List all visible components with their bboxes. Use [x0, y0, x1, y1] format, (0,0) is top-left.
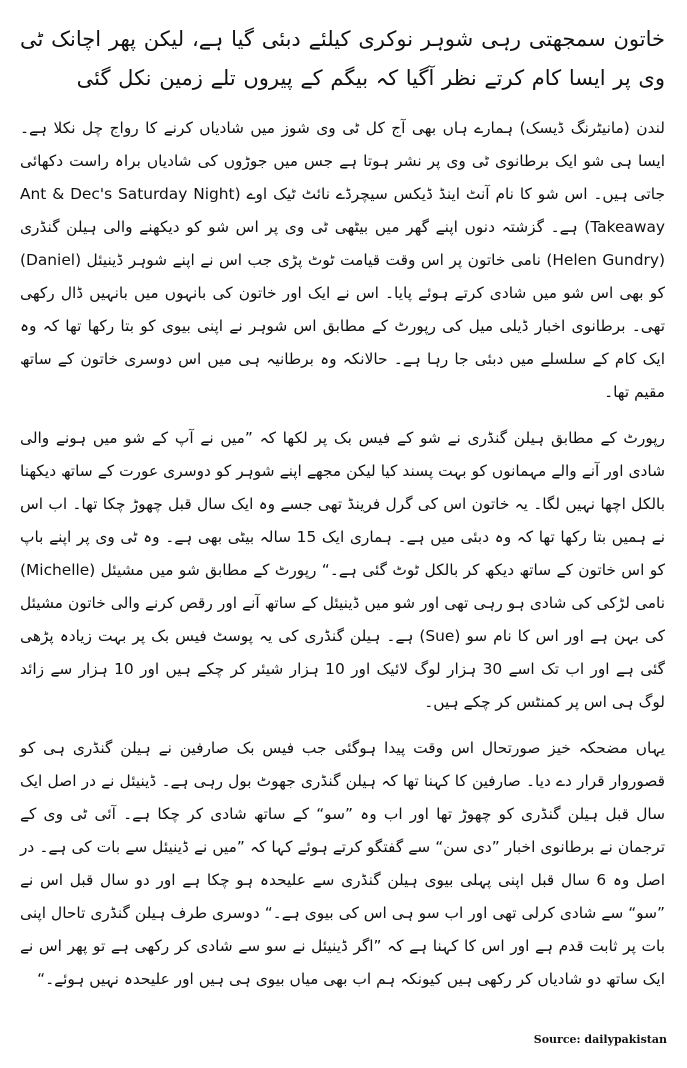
article-headline: خاتون سمجھتی رہی شوہر نوکری کیلئے دبئی گیا ہے، لیکن پھر اچانک ٹی وی پر ایسا کام کرتے نظر آگیا کہ بیگم کے پیروں تلے زمین نکل گئی [20, 27, 665, 90]
article-paragraph-3: یہاں مضحکہ خیز صورتحال اس وقت پیدا ہوگئی جب فیس بک صارفین نے ہیلن گنڈری ہی کو قصوروار قرار دے دیا۔ صارفین کا کہنا تھا کہ ہیلن گنڈری جھوٹ بول رہی ہے۔ ڈینیئل نے در اصل ایک سال قبل ہیلن گنڈری کو چھوڑ تھا اور اب وہ ”سو“ کے ساتھ شادی کر چکا ہے۔ آئی ٹی وی کے ترجمان نے برطانوی اخبار ”دی سن“ سے گفتگو کرتے ہوئے کہا کہ ”میں نے ڈینیئل سے بات کی ہے۔ در اصل وہ 6 سال قبل اپنی پہلی بیوی ہیلن گنڈری سے علیحدہ ہو چکا ہے اور دو سال قبل اس نے ”سو“ سے شادی کرلی تھی اور اب سو ہی اس کی بیوی ہے۔“ دوسری طرف ہیلن گنڈری تاحال اپنی بات پر ثابت قدم ہے اور اس کا کہنا ہے کہ ”اگر ڈینیئل نے سو سے شادی کر رکھی ہے تو پھر اس نے ایک ساتھ دو شادیاں کر رکھی ہیں کیونکہ ہم اب بھی میاں بیوی ہی ہیں اور علیحدہ نہیں ہوئے۔“ [20, 739, 665, 988]
article-paragraph-1: لندن (مانیٹرنگ ڈیسک) ہمارے ہاں بھی آج کل ٹی وی شوز میں شادیاں کرنے کا رواج چل نکلا ہے۔ ایسا ہی شو ایک برطانوی ٹی وی پر نشر ہوتا ہے جس میں جوڑوں کی شادیاں براہ راست دکھائی جاتی ہیں۔ اس شو کا نام آنٹ اینڈ ڈیکس سیچرڈے نائٹ ٹیک اوے (Ant & Dec's Saturday Night Takeaway) ہے۔ گزشتہ دنوں اپنے گھر میں بیٹھی ٹی وی پر اس شو کو دیکھنے والی ہیلن گنڈری (Helen Gundry) نامی خاتون پر اس وقت قیامت ٹوٹ پڑی جب اس نے اپنے شوہر ڈینیئل (Daniel) کو بھی اس شو میں شادی کرتے ہوئے پایا۔ اس نے ایک اور خاتون کی بانہوں میں بانہیں ڈال رکھی تھی۔ برطانوی اخبار ڈیلی میل کی رپورٹ کے مطابق اس شوہر نے اپنی بیوی کو بتا رکھا تھا کہ وہ ایک کام کے سلسلے میں دبئی جا رہا ہے۔ حالانکہ وہ برطانیہ ہی میں اس دوسری خاتون کے ساتھ مقیم تھا۔ [20, 119, 666, 401]
article-paragraph-2: رپورٹ کے مطابق ہیلن گنڈری نے شو کے فیس بک پر لکھا کہ ”میں نے آپ کے شو میں ہونے والی شادی اور آنے والے مہمانوں کو بہت پسند کیا لیکن مجھے اپنے شوہر کو دوسری عورت کے ساتھ دیکھنا بالکل اچھا نہیں لگا۔ یہ خاتون اس کی گرل فرینڈ تھی جسے وہ ایک سال قبل چھوڑ چکا تھا۔ اب اس نے ہمیں بتا رکھا تھا کہ وہ دبئی میں ہے۔ ہماری ایک 15 سالہ بیٹی بھی ہے۔ وہ ٹی وی پر اپنے باپ کو اس خاتون کے ساتھ دیکھ کر بالکل ٹوٹ گئی ہے۔“ رپورٹ کے مطابق شو میں مشیئل (Michelle) نامی لڑکی کی شادی ہو رہی تھی اور شو میں ڈینیئل کے ساتھ آنے اور رقص کرنے والی خاتون مشیئل کی بہن ہے اور اس کا نام سو (Sue) ہے۔ ہیلن گنڈری کی یہ پوسٹ فیس بک پر بہت زیادہ پڑھی گئی ہے اور اب تک اسے 30 ہزار لوگ لائیک اور 10 ہزار شیئر کر چکے ہیں اور 10 ہزار سے زائد لوگ ہی اس پر کمنٹس کر چکے ہیں۔ [20, 429, 666, 711]
source-credit: Source: dailypakistan [533, 1033, 667, 1046]
